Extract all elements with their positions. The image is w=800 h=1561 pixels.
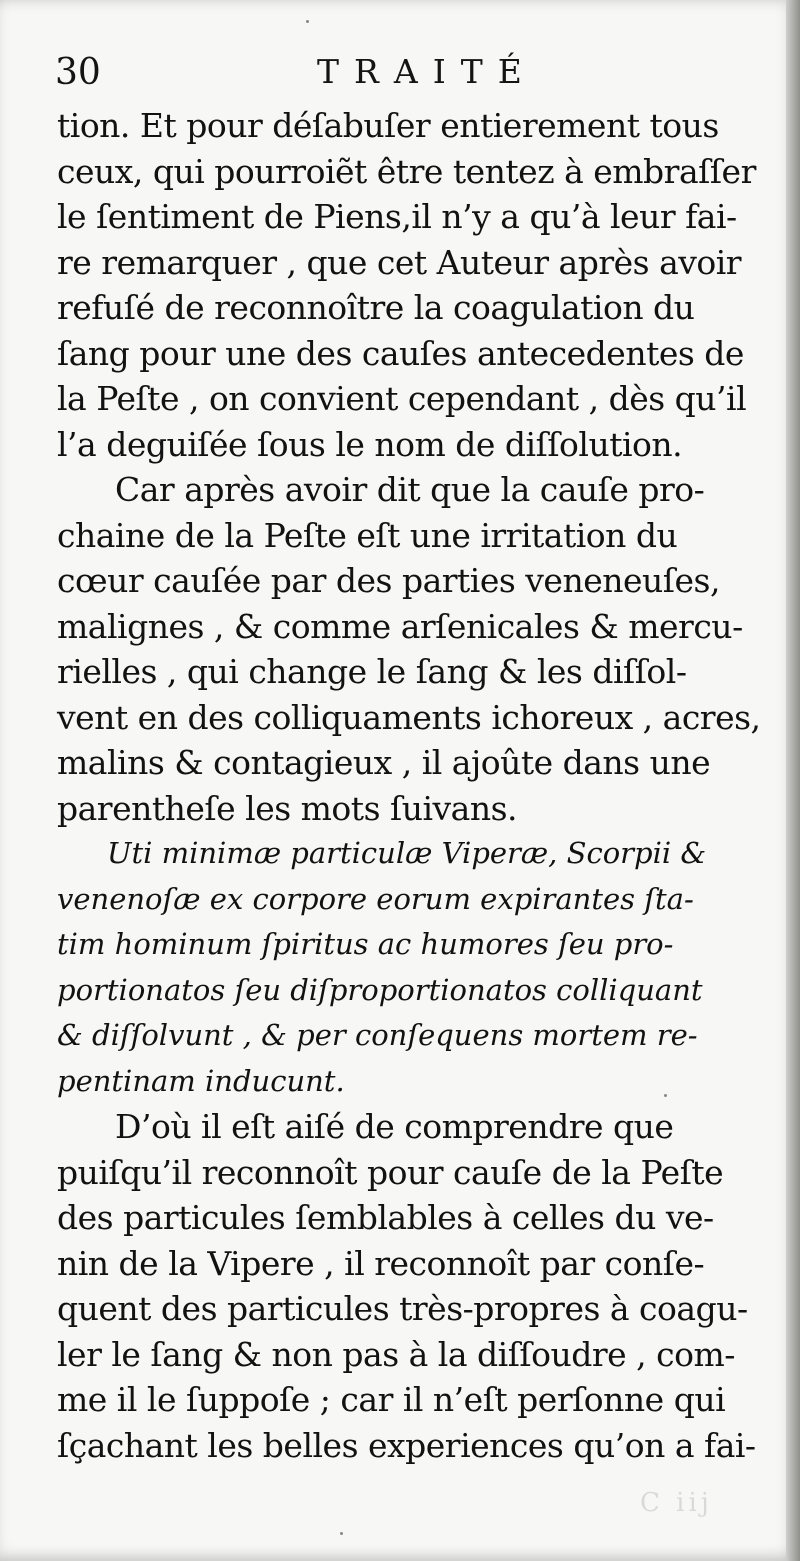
- body-text: [57, 103, 762, 1468]
- text-line: quent des particules très-propres à coagu-: [57, 1289, 748, 1328]
- page-right-edge-shadow: [786, 0, 800, 1561]
- text-line: ler le ſang & non pas à la diſſoudre , com-: [57, 1334, 735, 1374]
- text-line: le ſentiment de Piens,il n’y a qu’à leur fai-: [57, 197, 737, 236]
- latin-quote-line: tim hominum ſpiritus ac humores ſeu pro-: [57, 927, 674, 961]
- paper-speck: [306, 20, 309, 23]
- text-line: ceux, qui pourroiẽt être tentez à embraſſer: [57, 151, 756, 191]
- text-line: refuſé de reconnoître la coagulation du: [57, 288, 695, 327]
- latin-quote-line: Uti minimæ particulæ Viperæ, Scorpii &: [107, 836, 707, 870]
- text-line: l’a deguiſée ſous le nom de diſſolution.: [57, 424, 683, 464]
- latin-quote-line: venenoſæ ex corpore eorum expirantes ſta-: [57, 881, 694, 916]
- text-line: me il le ſuppoſe ; car il n’eſt perſonne qui: [57, 1380, 726, 1419]
- latin-quote-line: pentinam inducunt.: [57, 1063, 345, 1098]
- page-header: [55, 50, 755, 102]
- text-line: parentheſe les mots ſuivans.: [57, 788, 518, 828]
- text-line: puiſqu’il reconnoît pour cauſe de la Peſte: [57, 1152, 724, 1192]
- text-line: D’où il eſt aiſé de comprendre que: [115, 1107, 674, 1146]
- text-line: malins & contagieux , il ajoûte dans une: [57, 743, 711, 782]
- text-line: vent en des colliquaments ichoreux , acres,: [57, 697, 761, 737]
- text-line: ſang pour une des cauſes antecedentes de: [57, 333, 744, 373]
- text-line: ſçachant les belles experiences qu’on a fai-: [57, 1425, 756, 1465]
- text-line: malignes , & comme arſenicales & mercu-: [57, 606, 743, 646]
- text-line: des particules ſemblables à celles du ve-: [57, 1198, 714, 1237]
- text-line: cœur cauſée par des parties veneneuſes,: [57, 561, 720, 600]
- text-line: tion. Et pour déſabuſer entierement tous: [57, 106, 719, 145]
- text-line: nin de la Vipere , il reconnoît par conſe-: [57, 1243, 705, 1283]
- page-number: 30: [55, 52, 101, 93]
- text-line: Car après avoir dit que la cauſe pro-: [115, 470, 705, 509]
- running-title: TRAITÉ: [317, 52, 537, 91]
- latin-quote-line: & diſſolvunt , & per conſequens mortem re-: [57, 1018, 698, 1052]
- paper-speck: [340, 1532, 343, 1535]
- text-line: rielles , qui change le ſang & les diſſol-: [57, 652, 687, 691]
- text-line: la Peſte , on convient cependant , dès qu’il: [57, 379, 747, 418]
- latin-quote-line: portionatos ſeu diſproportionatos colliquant: [57, 972, 703, 1007]
- show-through-text: C iij: [640, 1488, 713, 1518]
- text-line: re remarquer , que cet Auteur après avoir: [57, 242, 742, 282]
- text-line: chaine de la Peſte eſt une irritation du: [57, 515, 678, 555]
- paper-speck: [664, 1094, 667, 1097]
